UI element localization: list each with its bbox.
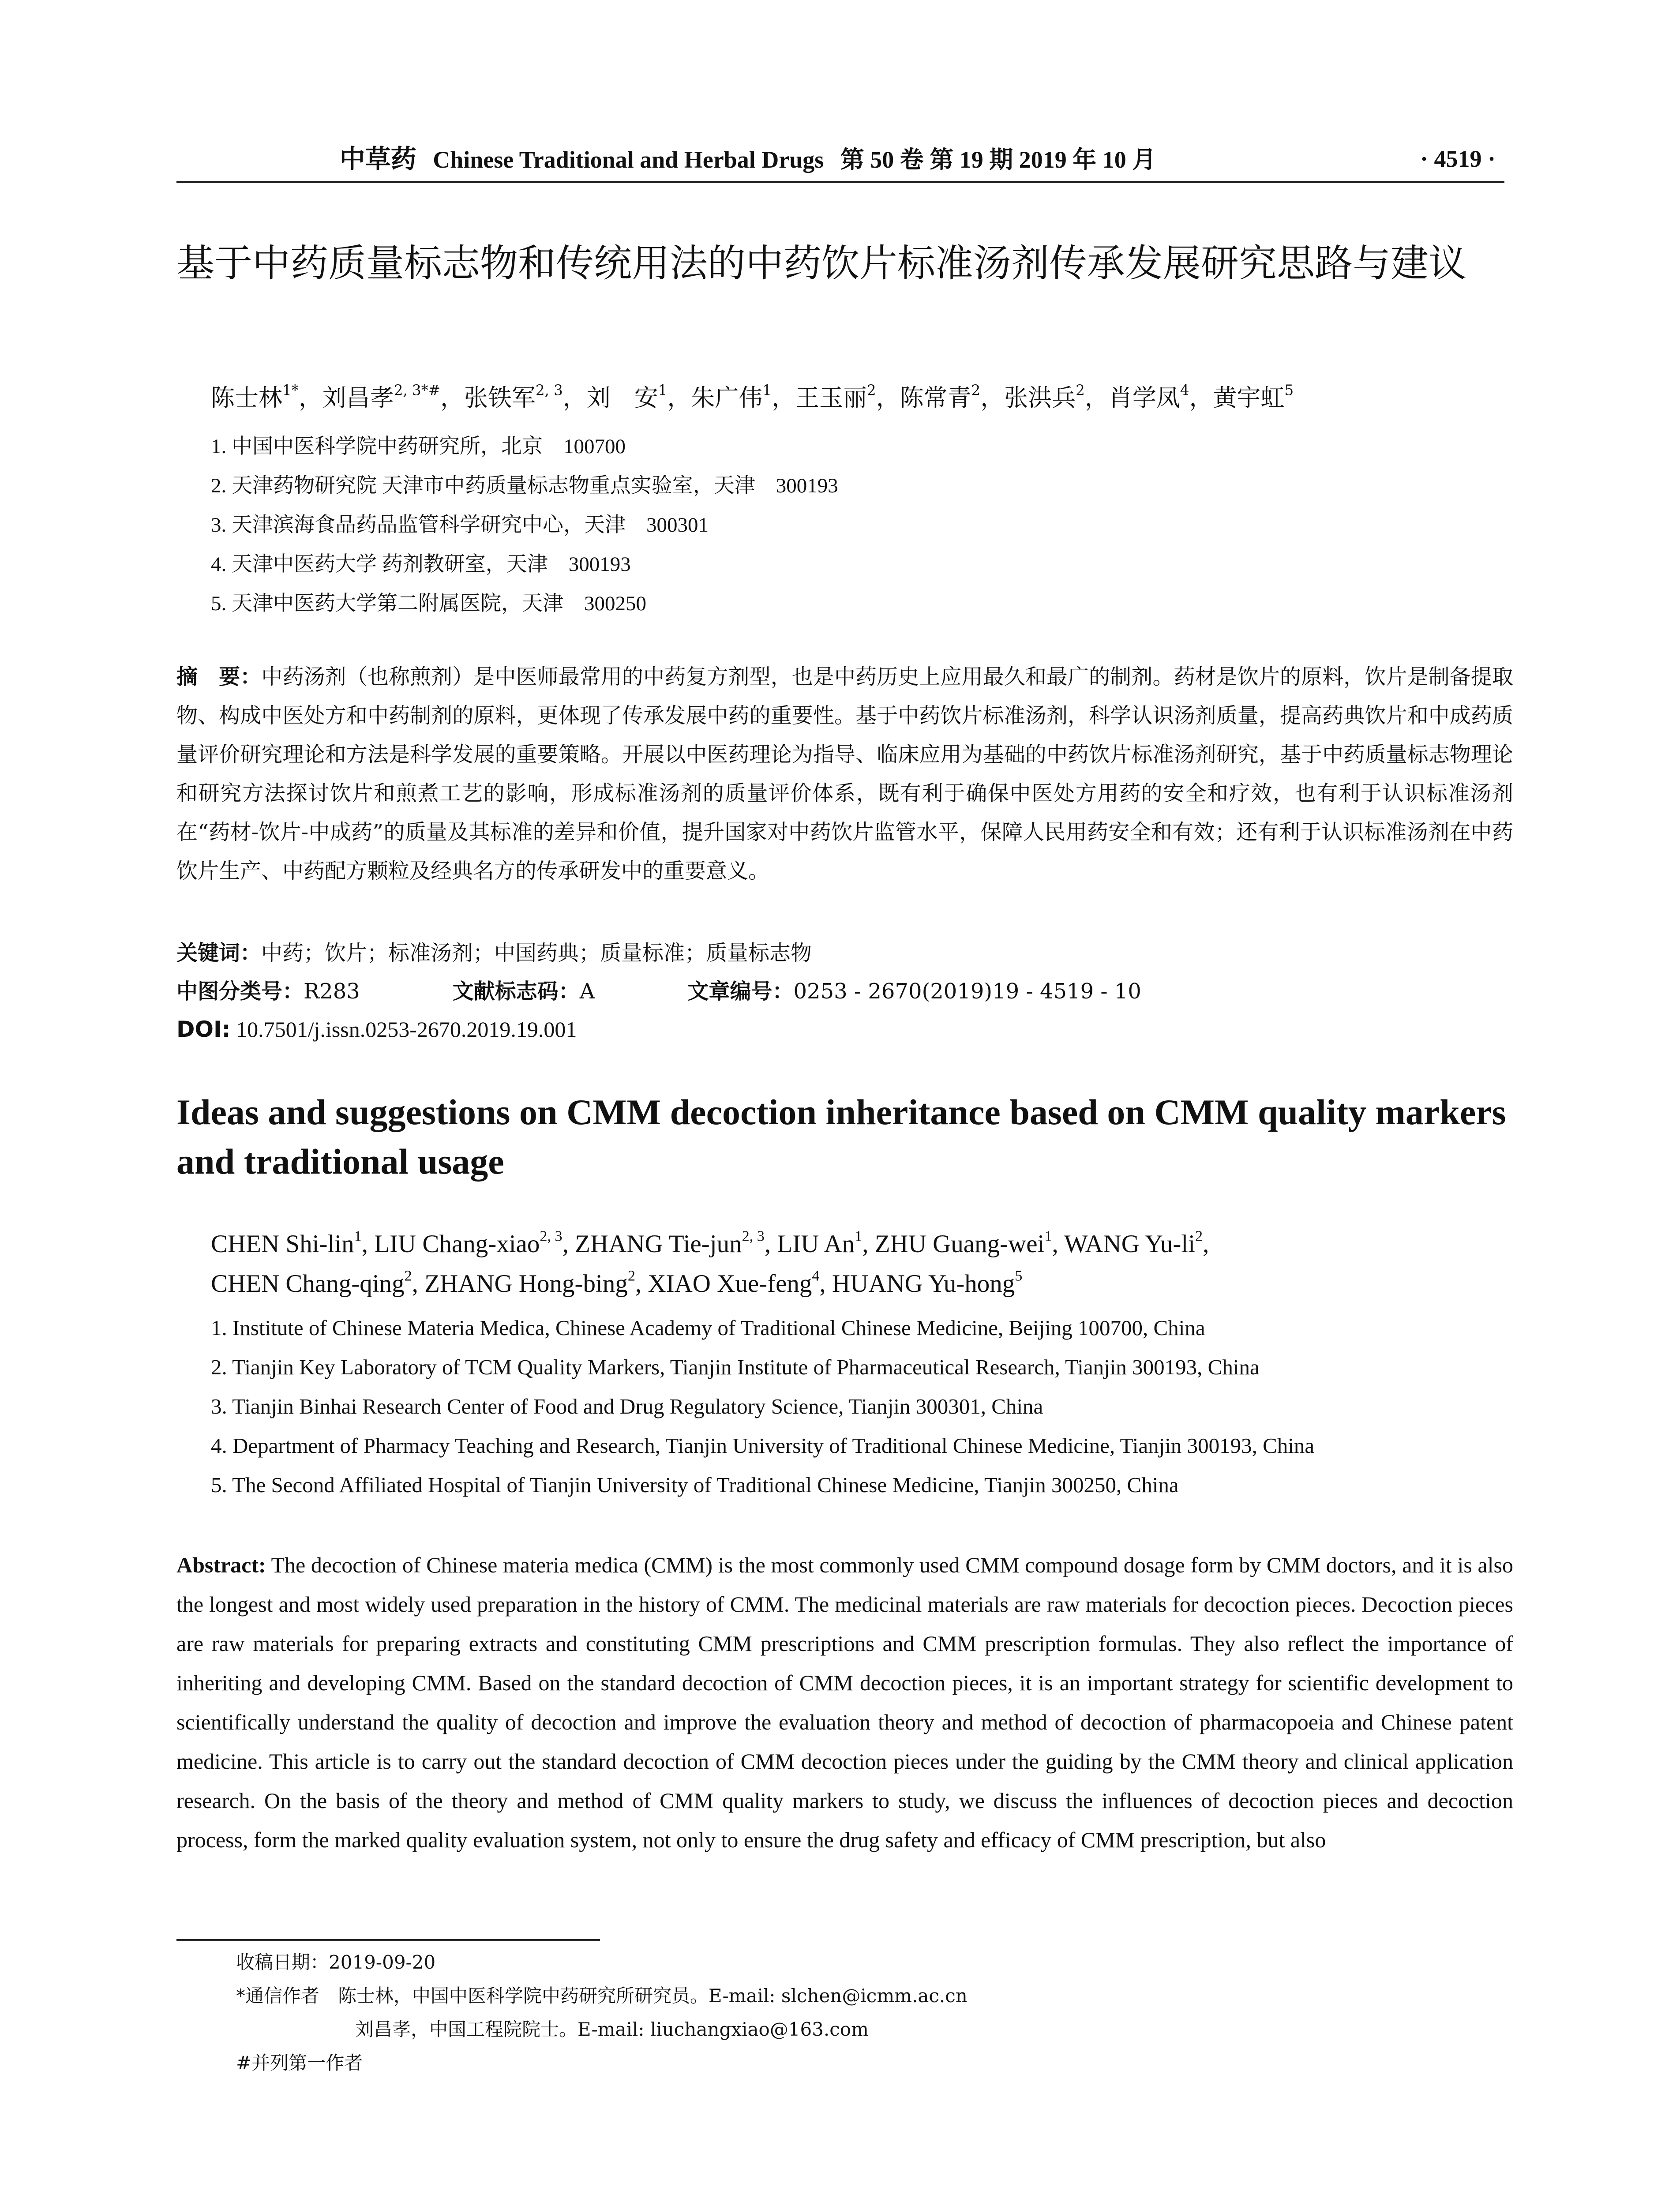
article-title-cn: 基于中药质量标志物和传统用法的中药饮片标准汤剂传承发展研究思路与建议 xyxy=(176,241,1466,285)
corresponding-author-1 xyxy=(236,1979,1515,2013)
author-name: HUANG Yu-hong$^5$ xyxy=(832,1268,1023,1298)
author-affiliation-marker: 5 xyxy=(1284,382,1294,399)
author-affiliation-marker: 2, 3 xyxy=(540,1228,562,1245)
doc-code-value: A xyxy=(579,979,595,1004)
abstract-text-en: The decoction of Chinese materia medica (CMM) is the most commonly used CMM compound dosage form by CMM doctors, and it is also the longest and most widely used preparation in the history of CMM. The medicinal materials are raw materials for decoction pieces. Decoction pieces are raw materials for preparing extracts and constituting CMM prescriptions and CMM prescription formulas. They also reflect the importance of inheriting and developing CMM. Based on the standard decoction of CMM decoction pieces, it is an important strategy for scientific development to scientifically understand the quality of decoction and improve the evaluation theory and method of decoction of pharmacopoeia and Chinese patent medicine. This article is to carry out the standard decoction of CMM decoction pieces under the guiding by the CMM theory and clinical application research. On the basis of the theory and method of CMM quality markers to study, we discuss the influences of decoction pieces and decoction process, form the marked quality evaluation system, not only to ensure the drug safety and efficacy of CMM prescription, but also xyxy=(176,1553,1513,1852)
keywords-cn xyxy=(176,938,1513,968)
author-list-cn: 陈士林$^{1*}$，刘昌孝$^{2, 3*\#}$，张铁军$^{2, 3}$，刘 安$^1$，朱广伟$^1$，王玉丽$^2$，陈常青$^2$，张洪兵$^2$，肖学凤$^4$，黄宇虹$^5$ xyxy=(211,382,1294,412)
author-affiliation-marker: 2, 3*# xyxy=(394,382,440,399)
footnote-divider xyxy=(176,1939,600,1941)
keywords-label: 关键词： xyxy=(176,941,262,965)
affiliation-item: 1. 中国中医科学院中药研究所，北京 100700 xyxy=(211,435,626,458)
author-name: CHEN Shi-lin$^1$ xyxy=(211,1228,362,1258)
corresponding-text-1: 陈士林，中国中医科学院中药研究所研究员。E-mail: slchen@icmm.ac.cn xyxy=(338,1985,968,2007)
author-list-en: CHEN Shi-lin$^1$, LIU Chang-xiao$^{2, 3}$, ZHANG Tie-jun$^{2, 3}$, LIU An$^1$, ZHU Guang-wei$^1$, WANG $Yu-li^2$, CHEN Chang-qing$^2$, ZHANG Hong-bing$^2$, XIAO Xue-feng$^4$, HUANG Yu-hong$^5$ xyxy=(211,1228,1209,1298)
article-title-en: Ideas and suggestions on CMM decoction inheritance based on CMM quality markers and traditional usage xyxy=(176,1092,1506,1182)
journal-name-en: Chinese Traditional and Herbal Drugs xyxy=(433,146,824,173)
affiliation-item: 4. 天津中医药大学 药剂教研室，天津 300193 xyxy=(211,553,631,576)
author-name: XIAO Xue-feng$^4$ xyxy=(648,1268,820,1298)
affiliations-cn xyxy=(211,427,1512,623)
author-name: ZHANG Hong-bing$^2$ xyxy=(424,1268,635,1298)
footnotes xyxy=(236,1946,1515,2080)
author-name: LIU An$^1$ xyxy=(777,1228,862,1258)
author-affiliation-marker: 2 xyxy=(404,1268,412,1284)
affiliation-item: 1. Institute of Chinese Materia Medica, Chinese Academy of Traditional Chinese Medicine, Beijing 100700, China xyxy=(211,1316,1205,1340)
affiliation-item: 5. 天津中医药大学第二附属医院，天津 300250 xyxy=(211,592,646,615)
abstract-en xyxy=(176,1546,1513,1860)
affiliations-en xyxy=(211,1308,1512,1504)
author-affiliation-marker: 2 xyxy=(627,1268,635,1284)
author-name: 肖学凤$^4$ xyxy=(1108,382,1189,412)
author-affiliation-marker: 4 xyxy=(1180,382,1189,399)
author-name: 刘 安$^1$ xyxy=(586,382,668,412)
doi-label: DOI: xyxy=(176,1017,231,1042)
abstract-label-cn: 摘 要： xyxy=(176,664,262,689)
abstract-label-en: Abstract: xyxy=(176,1553,266,1577)
author-affiliation-marker: 1* xyxy=(282,382,299,399)
author-affiliation-marker: 1 xyxy=(658,382,668,399)
author-affiliation-marker: 1 xyxy=(762,382,772,399)
author-name: ZHANG Tie-jun$^{2, 3}$ xyxy=(575,1228,765,1258)
page-number: · 4519 · xyxy=(1420,146,1496,172)
author-name: WANG $Yu-li^2$ xyxy=(1064,1228,1203,1258)
journal-name-cn: 中草药 xyxy=(339,144,416,174)
doi-value[interactable]: 10.7501/j.issn.0253-2670.2019.19.001 xyxy=(236,1017,577,1042)
journal-info xyxy=(176,137,1319,182)
author-name: 陈常青$^2$ xyxy=(900,382,981,412)
abstract-cn xyxy=(176,657,1513,890)
author-affiliation-marker: 1 xyxy=(855,1228,862,1245)
affiliation-item: 2. 天津药物研究院 天津市中药质量标志物重点实验室，天津 300193 xyxy=(211,474,838,497)
article-number-label: 文章编号： xyxy=(687,979,794,1004)
co-first-author-note: #并列第一作者 xyxy=(236,2052,363,2074)
corresponding-author-2: 刘昌孝，中国工程院院士。E-mail: liuchangxiao@163.com xyxy=(355,2018,869,2040)
author-affiliation-marker: 2 xyxy=(1195,1228,1203,1245)
author-affiliation-marker: 2, 3 xyxy=(742,1228,765,1245)
author-name: 王玉丽$^2$ xyxy=(795,382,876,412)
author-name: 朱广伟$^1$ xyxy=(691,382,772,412)
author-affiliation-marker: 2 xyxy=(971,382,981,399)
received-date xyxy=(236,1946,1515,1979)
received-value: 2019-09-20 xyxy=(329,1951,436,1973)
affiliation-item: 5. The Second Affiliated Hospital of Tianjin University of Traditional Chinese Medicine, Tianjin 300250, China xyxy=(211,1473,1179,1497)
author-name: CHEN Chang-qing$^2$ xyxy=(211,1268,412,1298)
author-affiliation-marker: 2 xyxy=(867,382,876,399)
author-name: 陈士林$^{1*}$ xyxy=(211,382,299,412)
affiliation-item: 4. Department of Pharmacy Teaching and Research, Tianjin University of Traditional Chinese Medicine, Tianjin 300193, China xyxy=(211,1433,1315,1458)
author-name: 张洪兵$^2$ xyxy=(1004,382,1085,412)
keywords-text: 中药；饮片；标准汤剂；中国药典；质量标准；质量标志物 xyxy=(261,941,812,965)
author-name: 黄宇虹$^5$ xyxy=(1213,382,1294,412)
classification-line xyxy=(176,976,1513,1007)
corresponding-label: *通信作者 xyxy=(236,1985,320,2007)
issue-info: 第 50 卷 第 19 期 2019 年 10 月 xyxy=(840,146,1156,173)
author-name: 张铁军$^{2, 3}$ xyxy=(464,382,563,412)
author-affiliation-marker: 1 xyxy=(354,1228,362,1245)
author-affiliation-marker: 5 xyxy=(1015,1268,1023,1284)
abstract-text-cn: 中药汤剂（也称煎剂）是中医师最常用的中药复方剂型，也是中药历史上应用最久和最广的制剂。药材是饮片的原料，饮片是制备提取物、构成中医处方和中药制剂的原料，更体现了传承发展中药的重要性。基于中药饮片标准汤剂，科学认识汤剂质量，提高药典饮片和中成药质量评价研究理论和方法是科学发展的重要策略。开展以中医药理论为指导、临床应用为基础的中药饮片标准汤剂研究，基于中药质量标志物理论和研究方法探讨饮片和煎煮工艺的影响，形成标准汤剂的质量评价体系，既有利于确保中医处方用药的安全和疗效，也有利于认识标准汤剂在“药材-饮片-中成药”的质量及其标准的差异和价值，提升国家对中药饮片监管水平，保障人民用药安全和有效；还有利于认识标准汤剂在中药饮片生产、中药配方颗粒及经典名方的传承研发中的重要意义。 xyxy=(176,664,1513,883)
affiliation-item: 3. Tianjin Binhai Research Center of Food and Drug Regulatory Science, Tianjin 300301, China xyxy=(211,1394,1043,1418)
affiliation-item: 3. 天津滨海食品药品监管科学研究中心，天津 300301 xyxy=(211,514,709,536)
received-label: 收稿日期： xyxy=(236,1951,329,1973)
author-affiliation-marker: 2, 3 xyxy=(535,382,563,399)
clc-value: R283 xyxy=(304,979,360,1004)
author-affiliation-marker: 1 xyxy=(1044,1228,1052,1245)
author-name: ZHU Guang-wei$^1$ xyxy=(874,1228,1052,1258)
doc-code-label: 文献标志码： xyxy=(452,979,580,1004)
clc-label: 中图分类号： xyxy=(176,979,304,1004)
author-affiliation-marker: 4 xyxy=(812,1268,820,1284)
author-name: 刘昌孝$^{2, 3*\#}$ xyxy=(322,382,440,412)
article-number-value: 0253 - 2670(2019)19 - 4519 - 10 xyxy=(793,979,1141,1004)
affiliation-item: 2. Tianjin Key Laboratory of TCM Quality Markers, Tianjin Institute of Pharmaceutical Research, Tianjin 300193, China xyxy=(211,1355,1260,1379)
author-affiliation-marker: 2 xyxy=(1076,382,1085,399)
author-name: LIU Chang-xiao$^{2, 3}$ xyxy=(374,1228,562,1258)
doi-line xyxy=(176,1014,1513,1045)
running-header xyxy=(176,137,1504,183)
